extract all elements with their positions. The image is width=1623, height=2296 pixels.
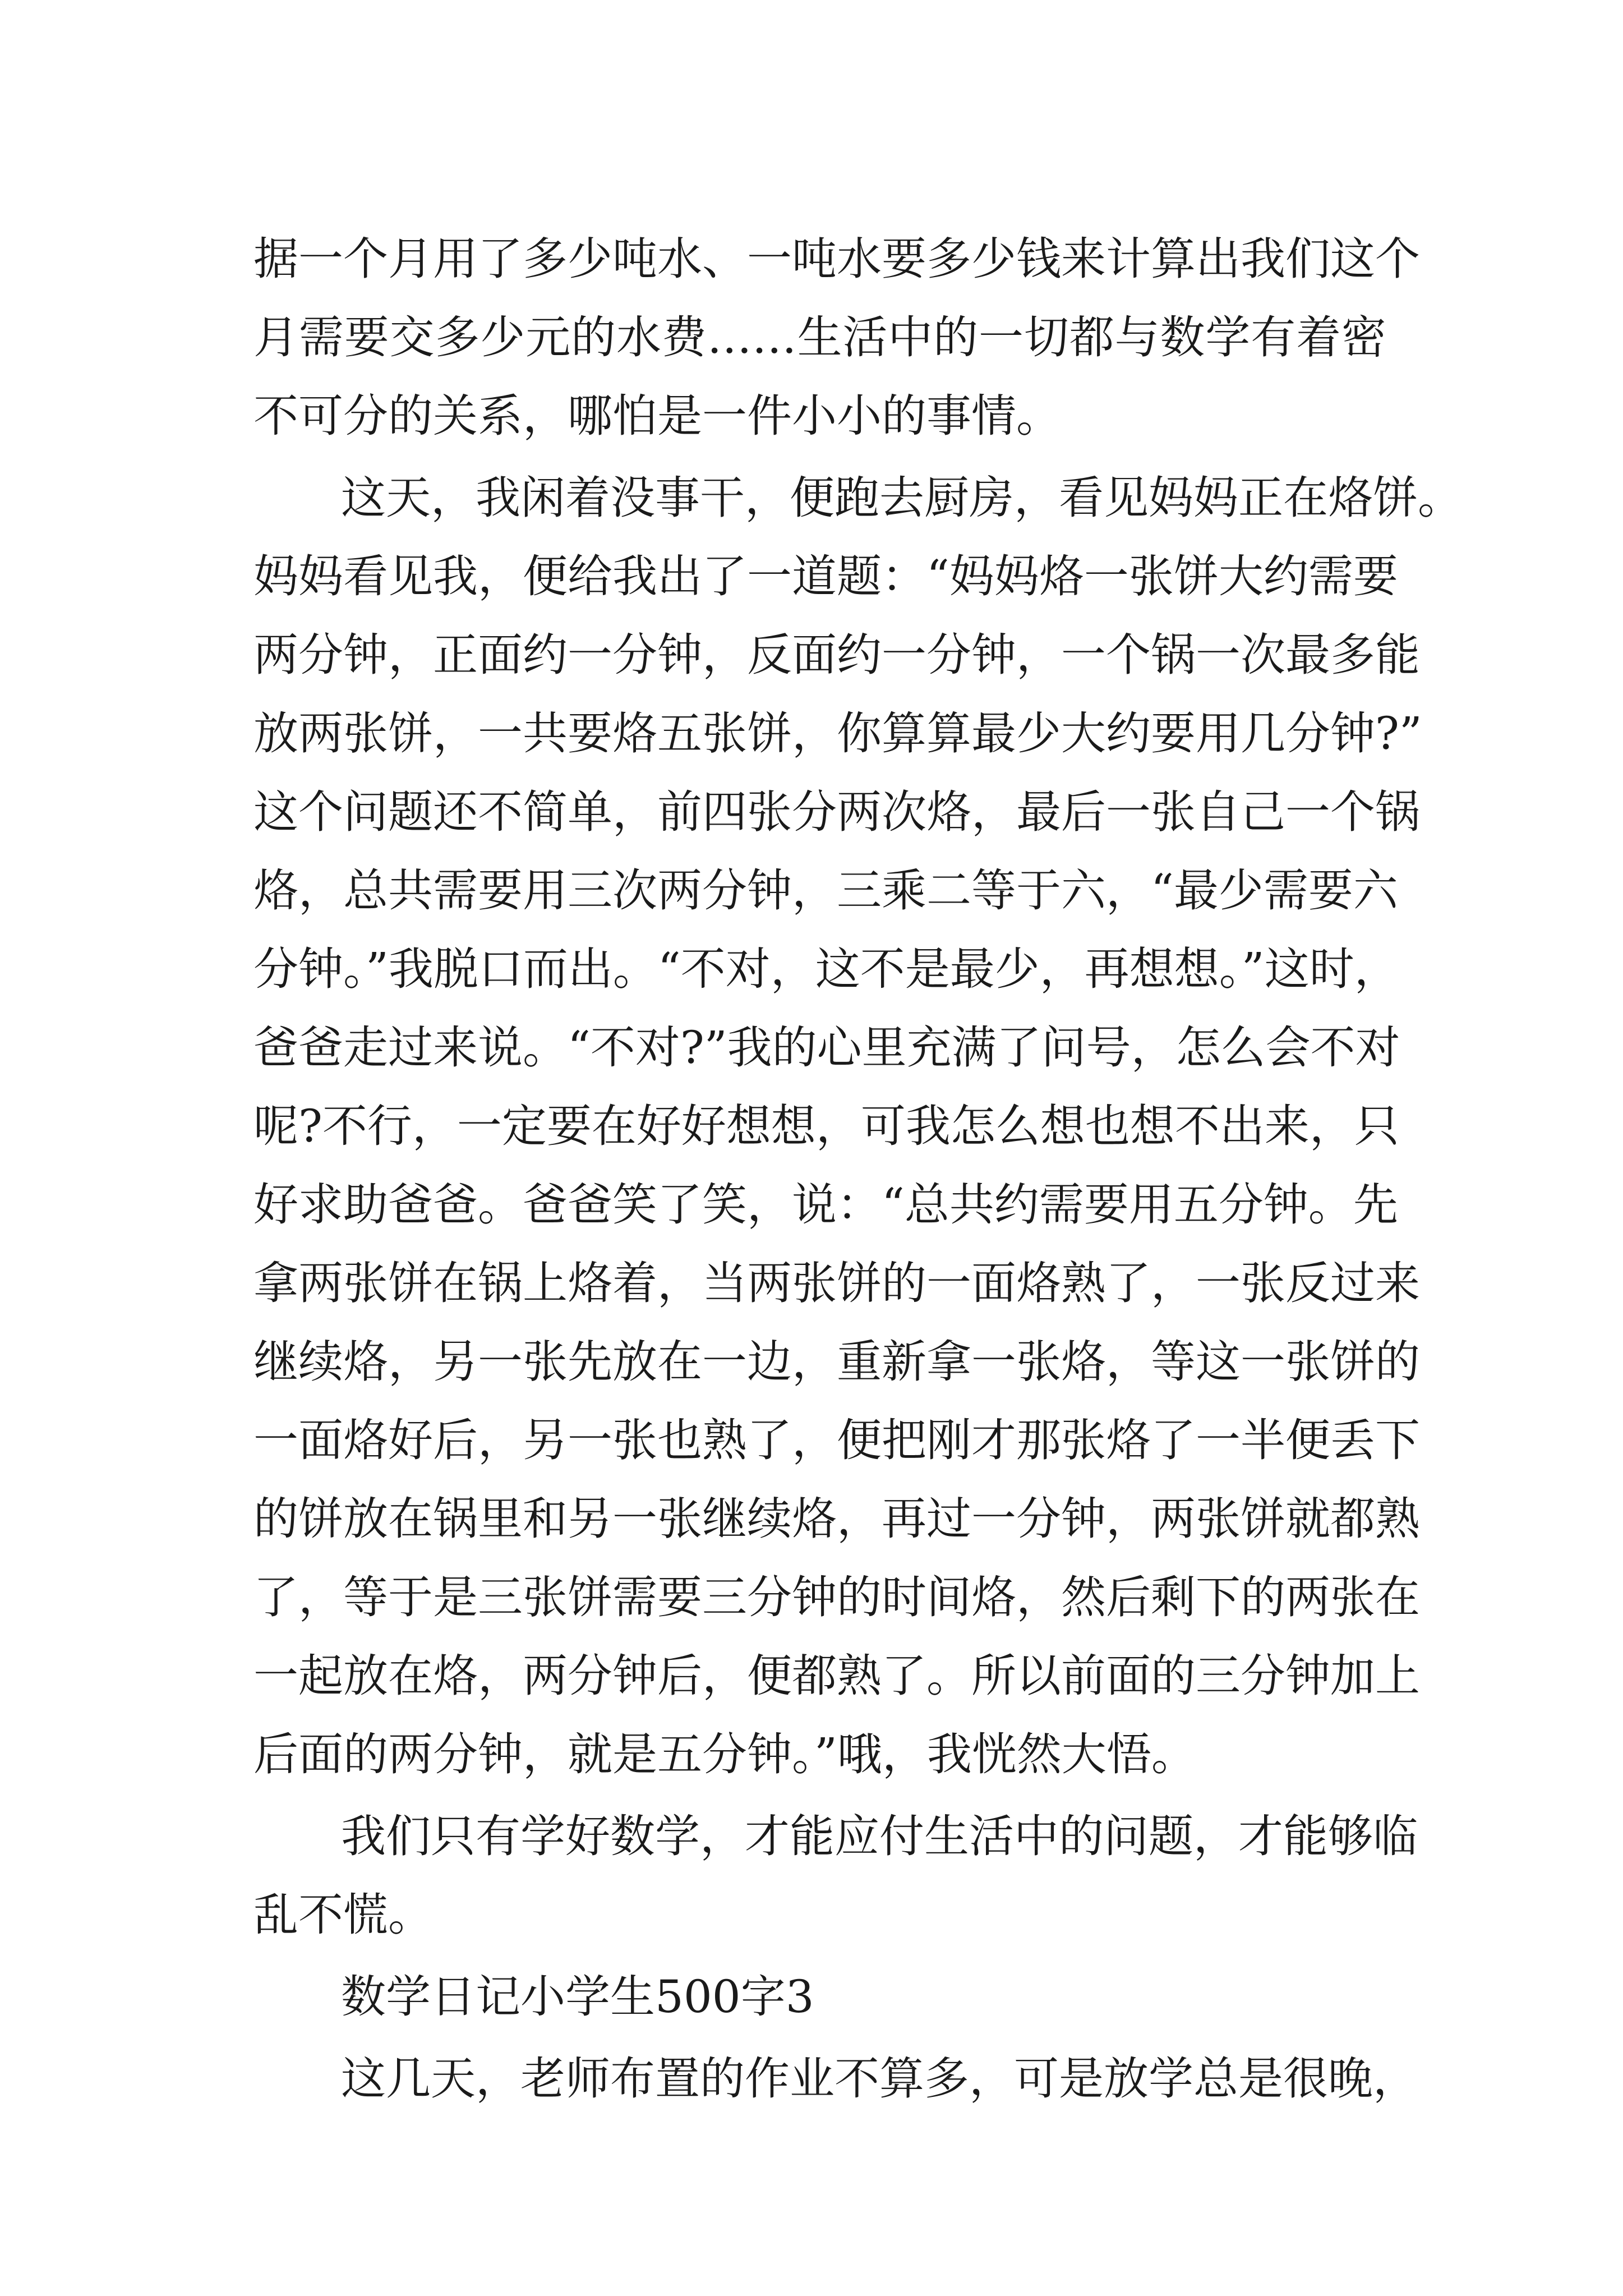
text-line — [0, 1637, 1623, 1715]
text-line-body — [341, 1797, 1418, 1876]
text-line-body — [253, 1715, 1386, 1794]
text-line-content: 好求助爸爸。爸爸笑了笑，说：“总共约需要用五分钟。先 — [253, 1179, 1398, 1231]
section-heading-text: 数学日记小学生500字3 — [341, 1971, 814, 2023]
text-line — [0, 1558, 1623, 1637]
text-line — [0, 537, 1623, 616]
text-line — [0, 852, 1623, 930]
text-line-body — [253, 1087, 1399, 1166]
text-line — [0, 930, 1623, 1009]
text-line-content: 月需要交多少元的水费……生活中的一切都与数学有着密 — [253, 311, 1386, 364]
text-line-content: 妈妈看见我，便给我出了一道题：“妈妈烙一张饼大约需要 — [253, 550, 1398, 602]
text-line-body — [253, 773, 1420, 852]
text-line-content: 拿两张饼在锅上烙着，当两张饼的一面烙熟了，一张反过来 — [253, 1257, 1420, 1309]
text-line — [0, 1244, 1623, 1323]
text-line-body — [253, 1323, 1420, 1401]
text-line-content: 一起放在烙，两分钟后，便都熟了。所以前面的三分钟加上 — [253, 1650, 1420, 1702]
text-line-content: 这几天，老师布置的作业不算多，可是放学总是很晚， — [341, 2053, 1418, 2105]
text-line-content: 后面的两分钟，就是五分钟。”哦，我恍然大悟。 — [253, 1728, 1196, 1780]
text-line-content: 这个问题还不简单，前四张分两次烙，最后一张自己一个锅 — [253, 786, 1420, 838]
text-line — [0, 1797, 1623, 1876]
text-line-body — [253, 298, 1386, 377]
text-line-content: 这天，我闲着没事干，便跑去厨房，看见妈妈正在烙饼。 — [341, 472, 1463, 524]
text-line-body — [253, 616, 1420, 694]
text-line-body — [253, 930, 1399, 1009]
text-line-body — [341, 2040, 1418, 2118]
text-line-content: 爸爸走过来说。“不对?”我的心里充满了问号，怎么会不对 — [253, 1022, 1400, 1074]
text-line-content: 了，等于是三张饼需要三分钟的时间烙，然后剩下的两张在 — [253, 1571, 1420, 1623]
text-line-content: 呢?不行，一定要在好好想想，可我怎么想也想不出来，只 — [253, 1100, 1399, 1152]
text-line-body — [341, 459, 1463, 537]
text-line-body — [253, 1009, 1400, 1087]
text-line — [0, 377, 1623, 455]
text-line-content: 不可分的关系，哪怕是一件小小的事情。 — [253, 390, 1061, 442]
text-line-body — [253, 1166, 1398, 1244]
text-line-body — [253, 852, 1398, 930]
text-line-body — [253, 1401, 1420, 1480]
text-line-body — [253, 1558, 1420, 1637]
text-line-content: 乱不慌。 — [253, 1889, 433, 1941]
text-line — [0, 1715, 1623, 1794]
text-line-body — [253, 1244, 1420, 1323]
text-line — [0, 1480, 1623, 1558]
text-line — [0, 298, 1623, 377]
text-line — [0, 1087, 1623, 1166]
text-line-body — [253, 1480, 1420, 1558]
text-line-body — [253, 1637, 1420, 1715]
text-line — [0, 220, 1623, 298]
text-line-content: 据一个月用了多少吨水、一吨水要多少钱来计算出我们这个 — [253, 233, 1420, 285]
text-line-content: 分钟。”我脱口而出。“不对，这不是最少，再想想。”这时， — [253, 943, 1399, 995]
section-heading — [0, 1958, 1623, 2036]
text-line-body — [253, 377, 1386, 455]
text-line-body — [253, 1876, 1386, 1954]
text-line-body — [253, 694, 1422, 773]
text-line — [0, 2040, 1623, 2118]
text-line — [0, 1876, 1623, 1954]
text-line-content: 的饼放在锅里和另一张继续烙，再过一分钟，两张饼就都熟 — [253, 1493, 1420, 1545]
text-line-content: 烙，总共需要用三次两分钟，三乘二等于六，“最少需要六 — [253, 864, 1398, 917]
text-line-content: 放两张饼，一共要烙五张饼，你算算最少大约要用几分钟?” — [253, 707, 1422, 760]
text-line — [0, 773, 1623, 852]
text-line-content: 我们只有学好数学，才能应付生活中的问题，才能够临 — [341, 1810, 1418, 1862]
section-heading-body — [341, 1958, 1386, 2036]
text-line-content: 一面烙好后，另一张也熟了，便把刚才那张烙了一半便丢下 — [253, 1414, 1420, 1466]
text-line — [0, 1166, 1623, 1244]
text-line-content: 两分钟，正面约一分钟，反面约一分钟，一个锅一次最多能 — [253, 629, 1420, 681]
text-line — [0, 459, 1623, 537]
text-line-content: 继续烙，另一张先放在一边，重新拿一张烙，等这一张饼的 — [253, 1336, 1420, 1388]
text-line — [0, 1401, 1623, 1480]
text-line — [0, 616, 1623, 694]
text-line — [0, 1323, 1623, 1401]
text-line — [0, 694, 1623, 773]
text-line-body — [253, 220, 1420, 298]
text-line — [0, 1009, 1623, 1087]
text-line-body — [253, 537, 1398, 616]
